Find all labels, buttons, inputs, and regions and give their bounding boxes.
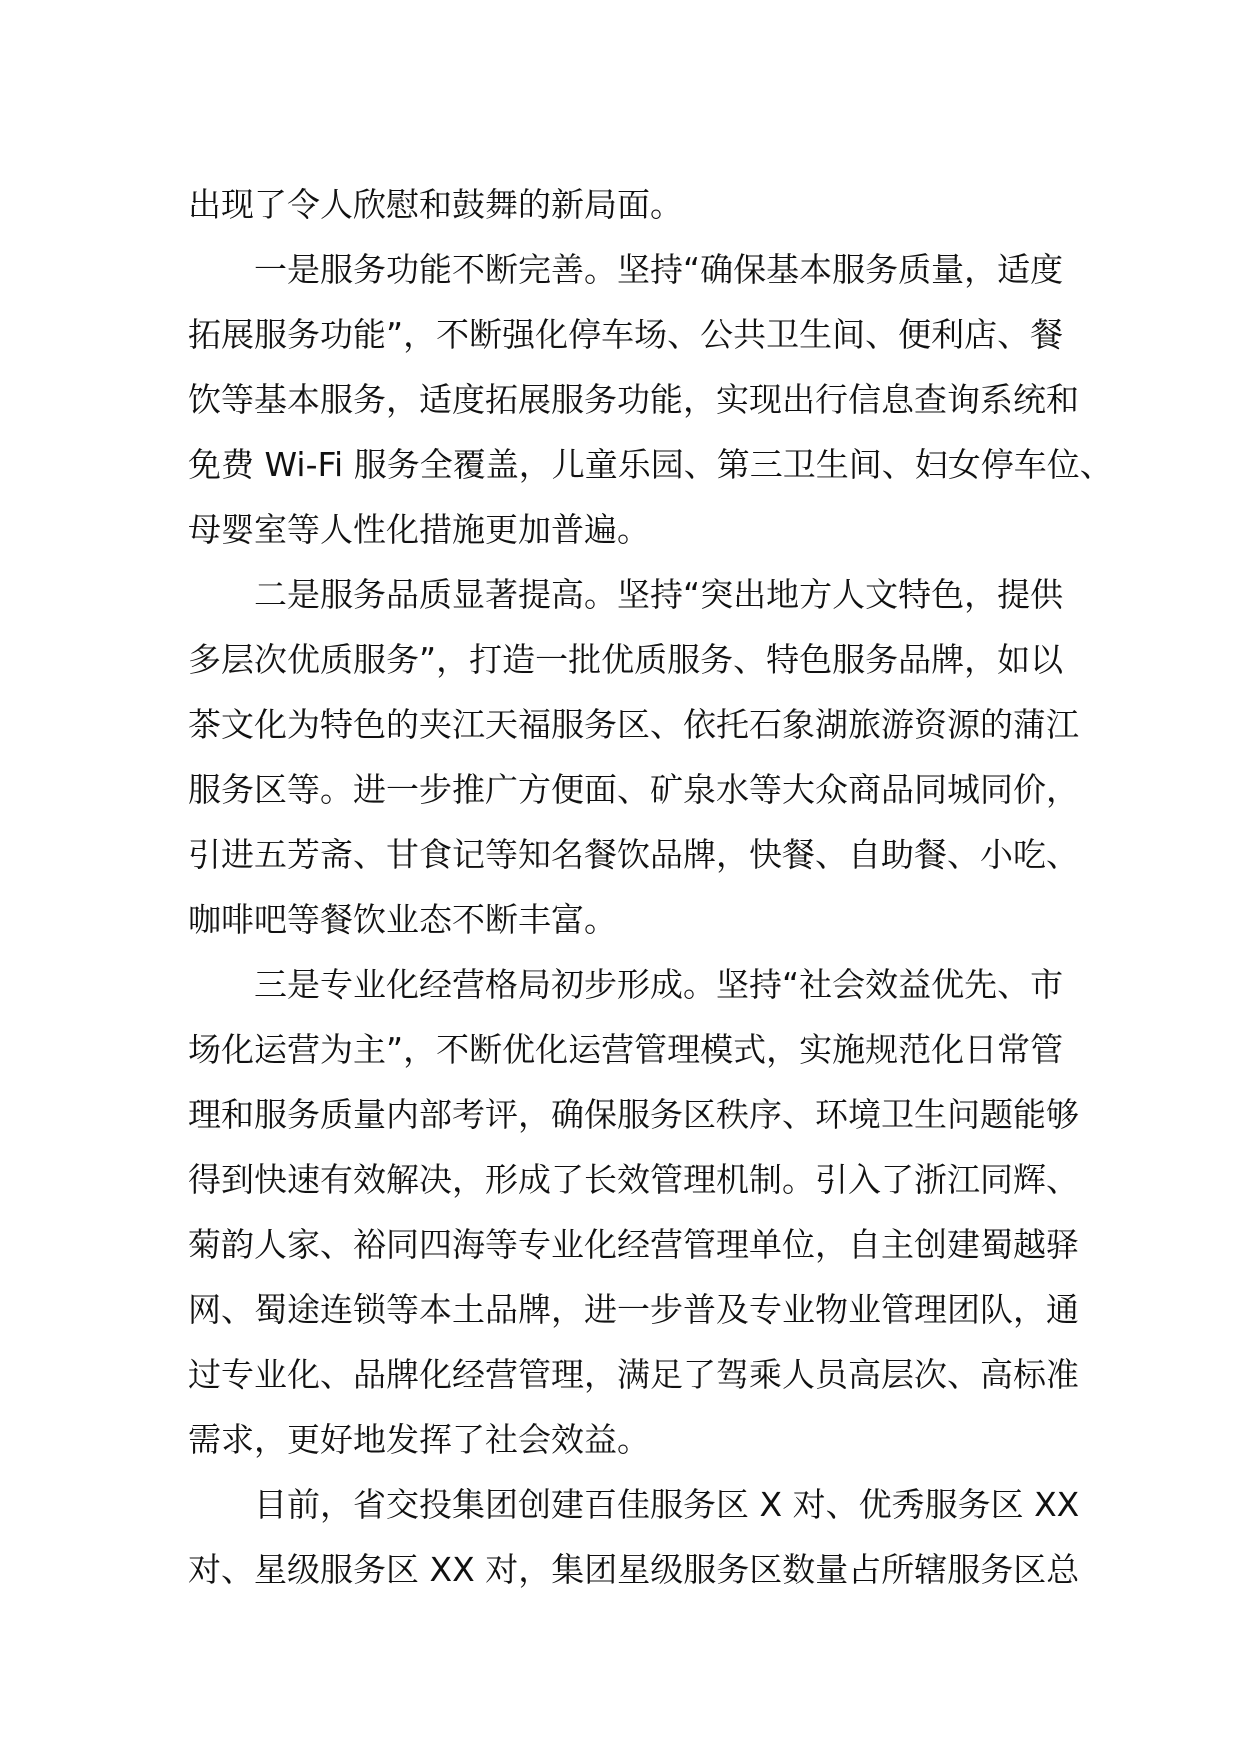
text-line: 得到快速有效解决，形成了长效管理机制。引入了浙江同辉、 xyxy=(188,1160,1079,1199)
text-line: 免费 Wi-Fi 服务全覆盖，儿童乐园、第三卫生间、妇女停车位、 xyxy=(188,445,1113,484)
text-line: 母婴室等人性化措施更加普遍。 xyxy=(188,510,650,549)
text-line: 对、星级服务区 XX 对，集团星级服务区数量占所辖服务区总 xyxy=(188,1550,1080,1589)
text-line: 拓展服务功能”，不断强化停车场、公共卫生间、便利店、餐 xyxy=(188,315,1064,354)
text-line: 饮等基本服务，适度拓展服务功能，实现出行信息查询系统和 xyxy=(188,380,1079,419)
text-line: 场化运营为主”，不断优化运营管理模式，实施规范化日常管 xyxy=(188,1030,1064,1069)
text-line: 茶文化为特色的夹江天福服务区、依托石象湖旅游资源的蒲江 xyxy=(188,705,1079,744)
paragraph-start-line: 三是专业化经营格局初步形成。坚持“社会效益优先、市 xyxy=(254,965,1064,1004)
text-line: 理和服务质量内部考评，确保服务区秩序、环境卫生问题能够 xyxy=(188,1095,1079,1134)
text-line: 出现了令人欣慰和鼓舞的新局面。 xyxy=(188,185,683,224)
text-line: 菊韵人家、裕同四海等专业化经营管理单位，自主创建蜀越驿 xyxy=(188,1225,1079,1264)
text-line: 网、蜀途连锁等本土品牌，进一步普及专业物业管理团队，通 xyxy=(188,1290,1079,1329)
paragraph-start-line: 一是服务功能不断完善。坚持“确保基本服务质量，适度 xyxy=(254,250,1064,289)
text-line: 需求，更好地发挥了社会效益。 xyxy=(188,1420,650,1459)
text-line: 引进五芳斋、甘食记等知名餐饮品牌，快餐、自助餐、小吃、 xyxy=(188,835,1079,874)
text-line: 咖啡吧等餐饮业态不断丰富。 xyxy=(188,900,617,939)
document-body xyxy=(188,172,1113,1602)
paragraph-start-line: 目前，省交投集团创建百佳服务区 X 对、优秀服务区 XX xyxy=(254,1485,1080,1524)
paragraph-start-line: 二是服务品质显著提高。坚持“突出地方人文特色，提供 xyxy=(254,575,1064,614)
text-line: 过专业化、品牌化经营管理，满足了驾乘人员高层次、高标准 xyxy=(188,1355,1079,1394)
text-line: 服务区等。进一步推广方便面、矿泉水等大众商品同城同价， xyxy=(188,770,1079,809)
text-line: 多层次优质服务”，打造一批优质服务、特色服务品牌，如以 xyxy=(188,640,1064,679)
